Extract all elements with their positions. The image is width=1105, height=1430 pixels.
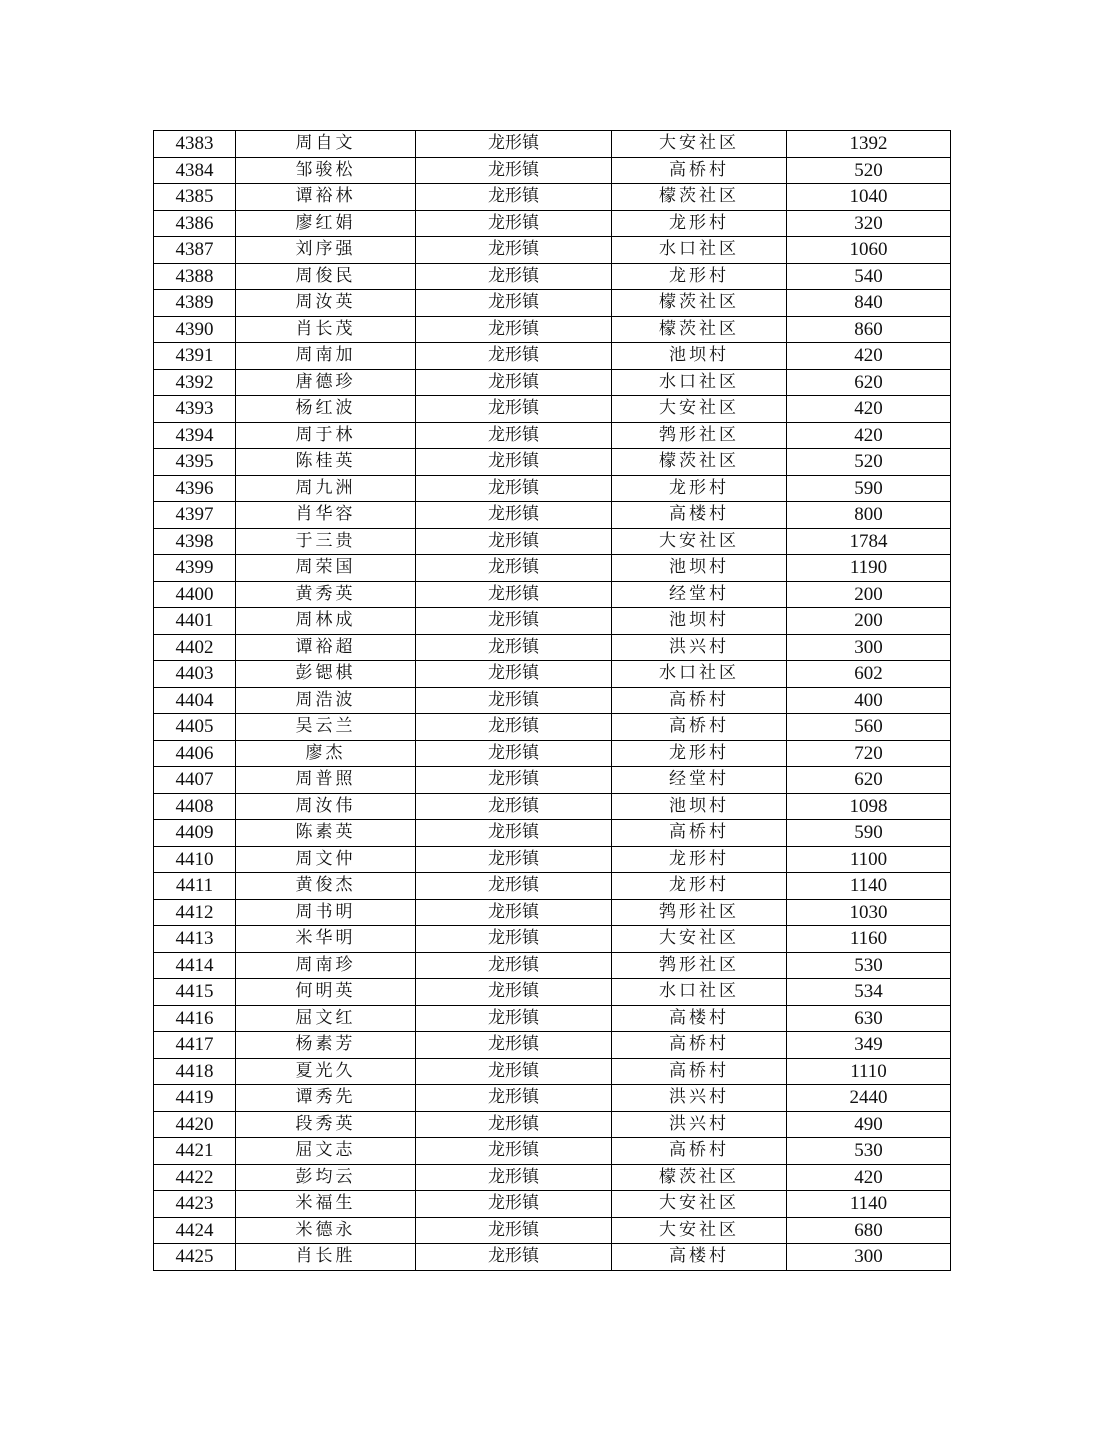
table-row: [154, 740, 951, 767]
person-name-cell: 肖长茂: [236, 316, 416, 343]
town-cell: 龙形镇: [416, 1244, 612, 1271]
person-name-cell: 廖红娟: [236, 210, 416, 237]
row-number-cell: 4423: [154, 1191, 236, 1218]
amount-cell: 1100: [787, 846, 951, 873]
town-cell: 龙形镇: [416, 555, 612, 582]
person-name-cell: 肖长胜: [236, 1244, 416, 1271]
table-row: [154, 952, 951, 979]
person-name-cell: 屈文志: [236, 1138, 416, 1165]
person-name-cell: 段秀英: [236, 1111, 416, 1138]
row-number-cell: 4408: [154, 793, 236, 820]
row-number-cell: 4392: [154, 369, 236, 396]
village-cell: 高桥村: [612, 1032, 787, 1059]
table-row: [154, 820, 951, 847]
person-name-cell: 米德永: [236, 1217, 416, 1244]
town-cell: 龙形镇: [416, 1005, 612, 1032]
amount-cell: 420: [787, 1164, 951, 1191]
table-row: [154, 1138, 951, 1165]
village-cell: 洪兴村: [612, 1085, 787, 1112]
row-number-cell: 4388: [154, 263, 236, 290]
row-number-cell: 4421: [154, 1138, 236, 1165]
village-cell: 龙形村: [612, 740, 787, 767]
table-row: [154, 237, 951, 264]
row-number-cell: 4399: [154, 555, 236, 582]
table-row: [154, 608, 951, 635]
table-row: [154, 290, 951, 317]
village-cell: 檬茨社区: [612, 316, 787, 343]
table-row: [154, 210, 951, 237]
table-row: [154, 263, 951, 290]
village-cell: 龙形村: [612, 846, 787, 873]
row-number-cell: 4419: [154, 1085, 236, 1112]
row-number-cell: 4393: [154, 396, 236, 423]
village-cell: 龙形村: [612, 210, 787, 237]
town-cell: 龙形镇: [416, 369, 612, 396]
table-row: [154, 475, 951, 502]
amount-cell: 1040: [787, 184, 951, 211]
village-cell: 水口社区: [612, 661, 787, 688]
village-cell: 高楼村: [612, 1244, 787, 1271]
village-cell: 大安社区: [612, 926, 787, 953]
person-name-cell: 周俊民: [236, 263, 416, 290]
village-cell: 高桥村: [612, 157, 787, 184]
town-cell: 龙形镇: [416, 820, 612, 847]
village-cell: 池坝村: [612, 555, 787, 582]
row-number-cell: 4391: [154, 343, 236, 370]
row-number-cell: 4412: [154, 899, 236, 926]
amount-cell: 540: [787, 263, 951, 290]
row-number-cell: 4405: [154, 714, 236, 741]
amount-cell: 1140: [787, 873, 951, 900]
person-name-cell: 周九洲: [236, 475, 416, 502]
village-cell: 池坝村: [612, 608, 787, 635]
person-name-cell: 谭秀先: [236, 1085, 416, 1112]
amount-cell: 300: [787, 1244, 951, 1271]
table-body: [154, 131, 951, 1271]
town-cell: 龙形镇: [416, 581, 612, 608]
village-cell: 经堂村: [612, 581, 787, 608]
person-name-cell: 何明英: [236, 979, 416, 1006]
row-number-cell: 4416: [154, 1005, 236, 1032]
amount-cell: 1060: [787, 237, 951, 264]
row-number-cell: 4401: [154, 608, 236, 635]
village-cell: 高楼村: [612, 502, 787, 529]
village-cell: 鹁形社区: [612, 952, 787, 979]
town-cell: 龙形镇: [416, 210, 612, 237]
person-name-cell: 米华明: [236, 926, 416, 953]
person-name-cell: 周于林: [236, 422, 416, 449]
village-cell: 鹁形社区: [612, 899, 787, 926]
amount-cell: 490: [787, 1111, 951, 1138]
person-name-cell: 陈桂英: [236, 449, 416, 476]
person-name-cell: 周汝英: [236, 290, 416, 317]
row-number-cell: 4410: [154, 846, 236, 873]
village-cell: 龙形村: [612, 873, 787, 900]
table-row: [154, 369, 951, 396]
town-cell: 龙形镇: [416, 157, 612, 184]
person-name-cell: 谭裕林: [236, 184, 416, 211]
person-name-cell: 杨素芳: [236, 1032, 416, 1059]
amount-cell: 590: [787, 475, 951, 502]
row-number-cell: 4389: [154, 290, 236, 317]
amount-cell: 2440: [787, 1085, 951, 1112]
amount-cell: 1098: [787, 793, 951, 820]
row-number-cell: 4387: [154, 237, 236, 264]
village-cell: 龙形村: [612, 475, 787, 502]
row-number-cell: 4385: [154, 184, 236, 211]
row-number-cell: 4417: [154, 1032, 236, 1059]
village-cell: 大安社区: [612, 1217, 787, 1244]
table-row: [154, 131, 951, 158]
town-cell: 龙形镇: [416, 926, 612, 953]
village-cell: 檬茨社区: [612, 184, 787, 211]
person-name-cell: 廖杰: [236, 740, 416, 767]
row-number-cell: 4420: [154, 1111, 236, 1138]
amount-cell: 1160: [787, 926, 951, 953]
village-cell: 高桥村: [612, 1058, 787, 1085]
village-cell: 檬茨社区: [612, 290, 787, 317]
village-cell: 水口社区: [612, 979, 787, 1006]
village-cell: 洪兴村: [612, 634, 787, 661]
person-name-cell: 黄俊杰: [236, 873, 416, 900]
row-number-cell: 4400: [154, 581, 236, 608]
table-row: [154, 661, 951, 688]
amount-cell: 420: [787, 422, 951, 449]
village-cell: 高桥村: [612, 714, 787, 741]
village-cell: 大安社区: [612, 396, 787, 423]
town-cell: 龙形镇: [416, 131, 612, 158]
person-name-cell: 周普照: [236, 767, 416, 794]
row-number-cell: 4414: [154, 952, 236, 979]
person-name-cell: 屈文红: [236, 1005, 416, 1032]
row-number-cell: 4415: [154, 979, 236, 1006]
town-cell: 龙形镇: [416, 634, 612, 661]
row-number-cell: 4403: [154, 661, 236, 688]
town-cell: 龙形镇: [416, 608, 612, 635]
table-row: [154, 1085, 951, 1112]
row-number-cell: 4394: [154, 422, 236, 449]
amount-cell: 800: [787, 502, 951, 529]
amount-cell: 560: [787, 714, 951, 741]
town-cell: 龙形镇: [416, 1058, 612, 1085]
person-name-cell: 周书明: [236, 899, 416, 926]
amount-cell: 200: [787, 608, 951, 635]
table-row: [154, 714, 951, 741]
row-number-cell: 4390: [154, 316, 236, 343]
table-row: [154, 873, 951, 900]
row-number-cell: 4397: [154, 502, 236, 529]
amount-cell: 349: [787, 1032, 951, 1059]
town-cell: 龙形镇: [416, 449, 612, 476]
person-name-cell: 周荣国: [236, 555, 416, 582]
table-row: [154, 846, 951, 873]
amount-cell: 620: [787, 767, 951, 794]
amount-cell: 420: [787, 343, 951, 370]
amount-cell: 520: [787, 157, 951, 184]
amount-cell: 602: [787, 661, 951, 688]
town-cell: 龙形镇: [416, 422, 612, 449]
amount-cell: 320: [787, 210, 951, 237]
table-row: [154, 899, 951, 926]
table-row: [154, 1164, 951, 1191]
amount-cell: 720: [787, 740, 951, 767]
row-number-cell: 4411: [154, 873, 236, 900]
amount-cell: 530: [787, 952, 951, 979]
row-number-cell: 4422: [154, 1164, 236, 1191]
person-name-cell: 谭裕超: [236, 634, 416, 661]
town-cell: 龙形镇: [416, 1164, 612, 1191]
village-cell: 鹁形社区: [612, 422, 787, 449]
table-row: [154, 555, 951, 582]
amount-cell: 520: [787, 449, 951, 476]
village-cell: 大安社区: [612, 1191, 787, 1218]
amount-cell: 1030: [787, 899, 951, 926]
village-cell: 池坝村: [612, 343, 787, 370]
row-number-cell: 4425: [154, 1244, 236, 1271]
town-cell: 龙形镇: [416, 687, 612, 714]
person-name-cell: 唐德珍: [236, 369, 416, 396]
person-name-cell: 彭均云: [236, 1164, 416, 1191]
amount-cell: 400: [787, 687, 951, 714]
town-cell: 龙形镇: [416, 290, 612, 317]
table-row: [154, 687, 951, 714]
village-cell: 高楼村: [612, 1005, 787, 1032]
village-cell: 檬茨社区: [612, 449, 787, 476]
town-cell: 龙形镇: [416, 1032, 612, 1059]
town-cell: 龙形镇: [416, 767, 612, 794]
row-number-cell: 4395: [154, 449, 236, 476]
person-name-cell: 周汝伟: [236, 793, 416, 820]
person-name-cell: 周林成: [236, 608, 416, 635]
village-cell: 大安社区: [612, 528, 787, 555]
amount-cell: 420: [787, 396, 951, 423]
town-cell: 龙形镇: [416, 237, 612, 264]
village-cell: 大安社区: [612, 131, 787, 158]
amount-cell: 1140: [787, 1191, 951, 1218]
amount-cell: 1392: [787, 131, 951, 158]
village-cell: 高桥村: [612, 687, 787, 714]
town-cell: 龙形镇: [416, 979, 612, 1006]
table-row: [154, 316, 951, 343]
town-cell: 龙形镇: [416, 661, 612, 688]
amount-cell: 530: [787, 1138, 951, 1165]
amount-cell: 590: [787, 820, 951, 847]
person-name-cell: 彭锶棋: [236, 661, 416, 688]
town-cell: 龙形镇: [416, 846, 612, 873]
person-name-cell: 肖华容: [236, 502, 416, 529]
amount-cell: 840: [787, 290, 951, 317]
table-row: [154, 979, 951, 1006]
row-number-cell: 4406: [154, 740, 236, 767]
row-number-cell: 4396: [154, 475, 236, 502]
records-table: [153, 130, 951, 1271]
village-cell: 檬茨社区: [612, 1164, 787, 1191]
person-name-cell: 周文仲: [236, 846, 416, 873]
table-row: [154, 528, 951, 555]
row-number-cell: 4384: [154, 157, 236, 184]
amount-cell: 534: [787, 979, 951, 1006]
row-number-cell: 4383: [154, 131, 236, 158]
amount-cell: 860: [787, 316, 951, 343]
row-number-cell: 4402: [154, 634, 236, 661]
person-name-cell: 周浩波: [236, 687, 416, 714]
row-number-cell: 4386: [154, 210, 236, 237]
table-row: [154, 1005, 951, 1032]
person-name-cell: 周南加: [236, 343, 416, 370]
row-number-cell: 4413: [154, 926, 236, 953]
town-cell: 龙形镇: [416, 184, 612, 211]
town-cell: 龙形镇: [416, 528, 612, 555]
village-cell: 龙形村: [612, 263, 787, 290]
row-number-cell: 4404: [154, 687, 236, 714]
town-cell: 龙形镇: [416, 343, 612, 370]
row-number-cell: 4424: [154, 1217, 236, 1244]
row-number-cell: 4407: [154, 767, 236, 794]
table-row: [154, 581, 951, 608]
town-cell: 龙形镇: [416, 502, 612, 529]
table-row: [154, 449, 951, 476]
amount-cell: 1110: [787, 1058, 951, 1085]
person-name-cell: 杨红波: [236, 396, 416, 423]
table-row: [154, 1032, 951, 1059]
person-name-cell: 周自文: [236, 131, 416, 158]
village-cell: 洪兴村: [612, 1111, 787, 1138]
table-row: [154, 767, 951, 794]
person-name-cell: 于三贵: [236, 528, 416, 555]
village-cell: 经堂村: [612, 767, 787, 794]
table-row: [154, 1191, 951, 1218]
town-cell: 龙形镇: [416, 1191, 612, 1218]
town-cell: 龙形镇: [416, 873, 612, 900]
amount-cell: 680: [787, 1217, 951, 1244]
table-row: [154, 157, 951, 184]
row-number-cell: 4398: [154, 528, 236, 555]
person-name-cell: 米福生: [236, 1191, 416, 1218]
table-row: [154, 926, 951, 953]
person-name-cell: 吴云兰: [236, 714, 416, 741]
town-cell: 龙形镇: [416, 1111, 612, 1138]
person-name-cell: 周南珍: [236, 952, 416, 979]
amount-cell: 200: [787, 581, 951, 608]
town-cell: 龙形镇: [416, 396, 612, 423]
village-cell: 高桥村: [612, 1138, 787, 1165]
village-cell: 高桥村: [612, 820, 787, 847]
person-name-cell: 邹骏松: [236, 157, 416, 184]
town-cell: 龙形镇: [416, 793, 612, 820]
table-row: [154, 793, 951, 820]
table-row: [154, 1111, 951, 1138]
person-name-cell: 刘序强: [236, 237, 416, 264]
amount-cell: 630: [787, 1005, 951, 1032]
town-cell: 龙形镇: [416, 952, 612, 979]
town-cell: 龙形镇: [416, 1085, 612, 1112]
village-cell: 水口社区: [612, 237, 787, 264]
table-row: [154, 1244, 951, 1271]
village-cell: 池坝村: [612, 793, 787, 820]
village-cell: 水口社区: [612, 369, 787, 396]
town-cell: 龙形镇: [416, 316, 612, 343]
amount-cell: 620: [787, 369, 951, 396]
town-cell: 龙形镇: [416, 1217, 612, 1244]
town-cell: 龙形镇: [416, 899, 612, 926]
table-row: [154, 343, 951, 370]
table-row: [154, 184, 951, 211]
table-row: [154, 502, 951, 529]
town-cell: 龙形镇: [416, 714, 612, 741]
table-row: [154, 634, 951, 661]
table-row: [154, 1217, 951, 1244]
amount-cell: 1190: [787, 555, 951, 582]
town-cell: 龙形镇: [416, 740, 612, 767]
person-name-cell: 陈素英: [236, 820, 416, 847]
table-row: [154, 1058, 951, 1085]
person-name-cell: 夏光久: [236, 1058, 416, 1085]
row-number-cell: 4418: [154, 1058, 236, 1085]
table-row: [154, 422, 951, 449]
amount-cell: 1784: [787, 528, 951, 555]
town-cell: 龙形镇: [416, 475, 612, 502]
amount-cell: 300: [787, 634, 951, 661]
table-row: [154, 396, 951, 423]
person-name-cell: 黄秀英: [236, 581, 416, 608]
town-cell: 龙形镇: [416, 263, 612, 290]
row-number-cell: 4409: [154, 820, 236, 847]
town-cell: 龙形镇: [416, 1138, 612, 1165]
